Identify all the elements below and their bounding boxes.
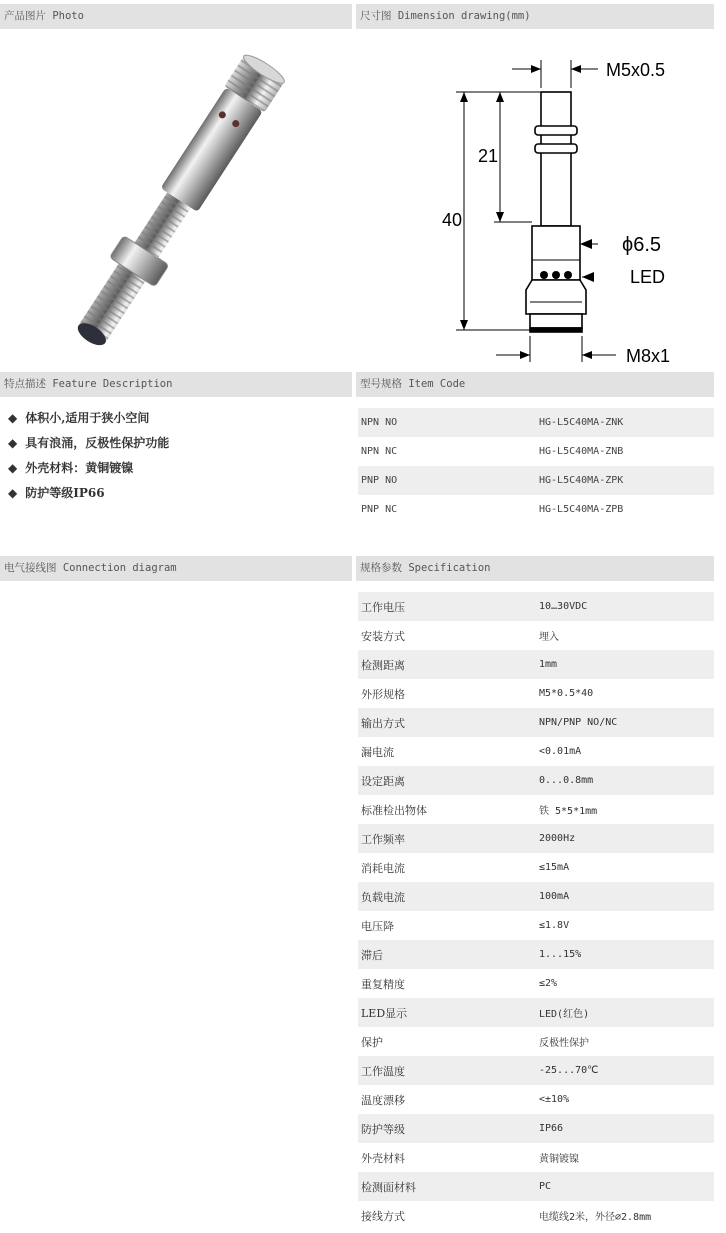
table-row: 检测距离 1mm bbox=[358, 650, 714, 679]
table-row: 防护等级 IP66 bbox=[358, 1114, 714, 1143]
table-row: 负载电流 100mA bbox=[358, 882, 714, 911]
table-row: 外形规格 M5*0.5*40 bbox=[358, 679, 714, 708]
table-row: 输出方式 NPN/PNP NO/NC bbox=[358, 708, 714, 737]
connection-header: 电气接线图 Connection diagram bbox=[0, 556, 352, 581]
feature-item: ◆ 体积小,适用于狭小空间 bbox=[8, 410, 150, 425]
table-row: 安装方式 埋入 bbox=[358, 621, 714, 650]
photo-header: 产品图片 Photo bbox=[0, 4, 352, 29]
dimension-header: 尺寸图 Dimension drawing(mm) bbox=[356, 4, 714, 29]
diamond-icon: ◆ bbox=[8, 435, 18, 450]
table-row: 工作温度 -25...70℃ bbox=[358, 1056, 714, 1085]
table-row: 设定距离 0...0.8mm bbox=[358, 766, 714, 795]
specification-header: 规格参数 Specification bbox=[356, 556, 714, 581]
feature-header: 特点描述 Feature Description bbox=[0, 372, 352, 397]
diamond-icon: ◆ bbox=[8, 485, 18, 500]
specification-table bbox=[358, 592, 714, 1230]
table-row: NPN NC HG-L5C40MA-ZNB bbox=[358, 437, 714, 466]
table-row: 电压降 ≤1.8V bbox=[358, 911, 714, 940]
table-row: PNP NO HG-L5C40MA-ZPK bbox=[358, 466, 714, 495]
diamond-icon: ◆ bbox=[8, 410, 18, 425]
dimension-drawing bbox=[360, 32, 715, 368]
feature-item: ◆ 防护等级IP66 bbox=[8, 485, 105, 500]
feature-list bbox=[8, 405, 348, 505]
dim-40-label: 40 bbox=[441, 210, 463, 230]
table-row: 保护 反极性保护 bbox=[358, 1027, 714, 1056]
table-row: NPN NO HG-L5C40MA-ZNK bbox=[358, 408, 714, 437]
feature-item: ◆ 外壳材料：黄铜镀镍 bbox=[8, 460, 134, 475]
item-code-table bbox=[358, 408, 714, 524]
table-row: PNP NC HG-L5C40MA-ZPB bbox=[358, 495, 714, 524]
dim-thread-bottom-label: M8x1 bbox=[626, 346, 671, 366]
dim-21-label: 21 bbox=[477, 146, 499, 166]
diamond-icon: ◆ bbox=[8, 460, 18, 475]
product-photo bbox=[4, 32, 354, 368]
table-row: 工作电压 10…30VDC bbox=[358, 592, 714, 621]
table-row: 温度漂移 <±10% bbox=[358, 1085, 714, 1114]
table-row: LED显示 LED(红色) bbox=[358, 998, 714, 1027]
table-row: 消耗电流 ≤15mA bbox=[358, 853, 714, 882]
feature-item: ◆ 具有浪涌，反极性保护功能 bbox=[8, 435, 170, 450]
table-row: 重复精度 ≤2% bbox=[358, 969, 714, 998]
table-row: 工作频率 2000Hz bbox=[358, 824, 714, 853]
table-row: 接线方式 电缆线2米，外径⌀2.8mm bbox=[358, 1201, 714, 1230]
table-row: 标准检出物体 铁 5*5*1mm bbox=[358, 795, 714, 824]
item-code-header: 型号规格 Item Code bbox=[356, 372, 714, 397]
dim-led-label: LED bbox=[630, 267, 666, 287]
table-row: 检测面材料 PC bbox=[358, 1172, 714, 1201]
table-row: 滞后 1...15% bbox=[358, 940, 714, 969]
dim-thread-top-label: M5x0.5 bbox=[606, 60, 666, 80]
dim-diameter-label: ϕ6.5 bbox=[622, 234, 662, 256]
table-row: 外壳材料 黄铜镀镍 bbox=[358, 1143, 714, 1172]
table-row: 漏电流 <0.01mA bbox=[358, 737, 714, 766]
